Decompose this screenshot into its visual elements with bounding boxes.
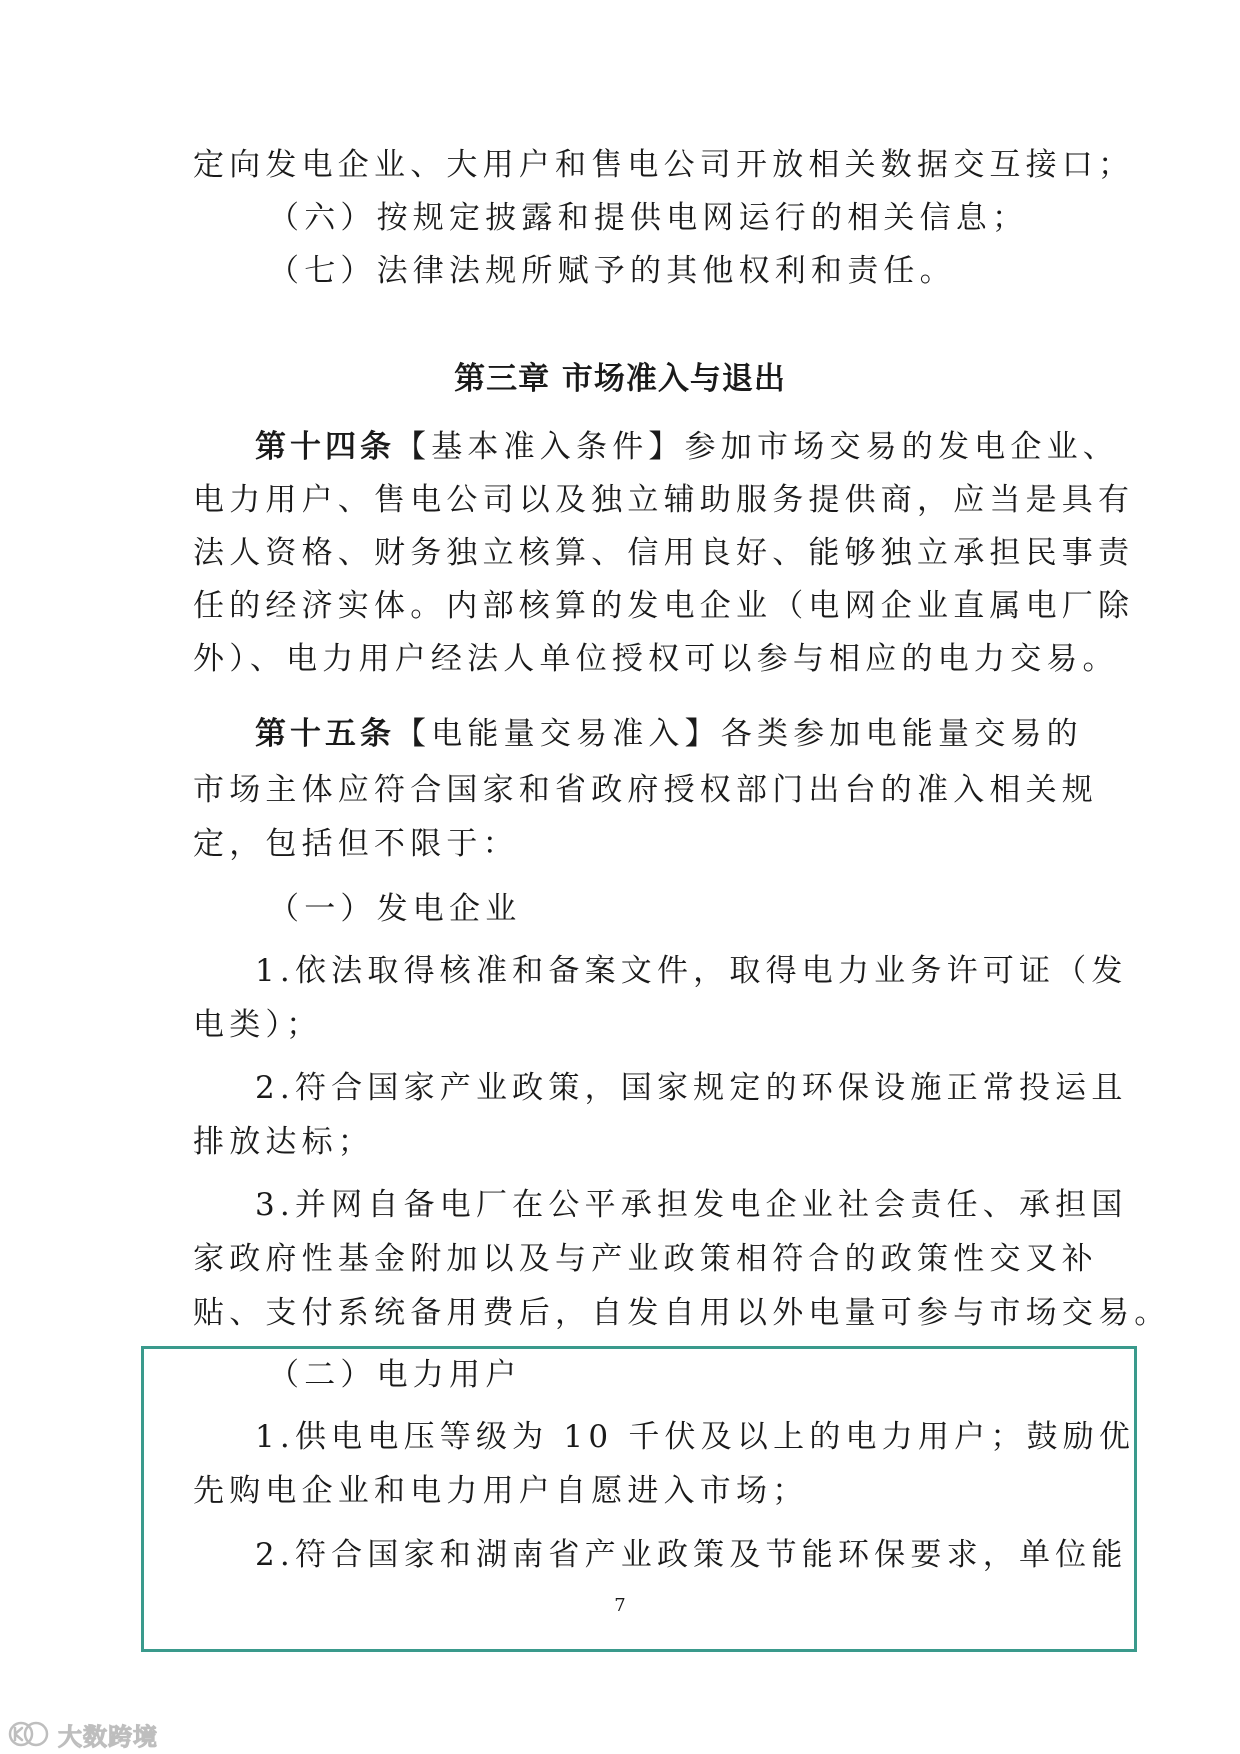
article-14-number: 第十四条 [255,429,395,465]
page-number: 7 [614,1595,626,1616]
watermark-text: 大数跨境 [58,1722,158,1751]
article-14-line-1 [255,418,1119,476]
generation-item-3-line-2: 家政府性基金附加以及与产业政策相符合的政策性交叉补 [193,1241,1098,1277]
text-line: 定向发电企业、大用户和售电公司开放相关数据交互接口； [193,147,1135,183]
article-15-line-3: 定，包括但不限于： [193,826,519,862]
article-15-text: 【电能量交易准入】各类参加电能量交易的 [395,716,1083,752]
section-users-heading: （二）电力用户 [268,1357,522,1393]
generation-item-3-line-1: 3.并网自备电厂在公平承担发电企业社会责任、承担国 [255,1187,1128,1223]
generation-item-2-line-2: 排放达标； [193,1124,374,1160]
users-item-1-line-2: 先购电企业和电力用户自愿进入市场； [193,1473,809,1509]
article-14-text: 【基本准入条件】参加市场交易的发电企业、 [395,429,1119,465]
article-15-line-2: 市场主体应符合国家和省政府授权部门出台的准入相关规 [193,772,1098,808]
users-item-2-line-1: 2.符合国家和湖南省产业政策及节能环保要求，单位能 [255,1537,1128,1573]
article-14-line-3: 法人资格、财务独立核算、信用良好、能够独立承担民事责 [193,535,1135,571]
users-item-1-line-1: 1.供电电压等级为 10 千伏及以上的电力用户；鼓励优 [255,1419,1136,1455]
generation-item-3-line-3: 贴、支付系统备用费后，自发自用以外电量可参与市场交易。 [193,1295,1171,1331]
brand-logo-icon [8,1719,52,1749]
list-item-seven: （七）法律法规所赋予的其他权利和责任。 [268,253,956,289]
article-15-line-1 [255,705,1083,763]
generation-item-1-line-2: 电类）； [193,1007,323,1043]
article-14-line-2: 电力用户、售电公司以及独立辅助服务提供商，应当是具有 [193,482,1135,518]
generation-item-1-line-1: 1.依法取得核准和备案文件，取得电力业务许可证（发 [255,953,1128,989]
generation-item-2-line-1: 2.符合国家产业政策，国家规定的环保设施正常投运且 [255,1070,1128,1106]
watermark [8,1718,158,1750]
section-generation-heading: （一）发电企业 [268,891,522,927]
chapter-heading: 第三章 市场准入与退出 [454,361,786,397]
list-item-six: （六）按规定披露和提供电网运行的相关信息； [268,200,1029,236]
article-15-number: 第十五条 [255,716,395,752]
article-14-line-5: 外）、电力用户经法人单位授权可以参与相应的电力交易。 [193,641,1119,677]
article-14-line-4: 任的经济实体。内部核算的发电企业（电网企业直属电厂除 [193,588,1135,624]
